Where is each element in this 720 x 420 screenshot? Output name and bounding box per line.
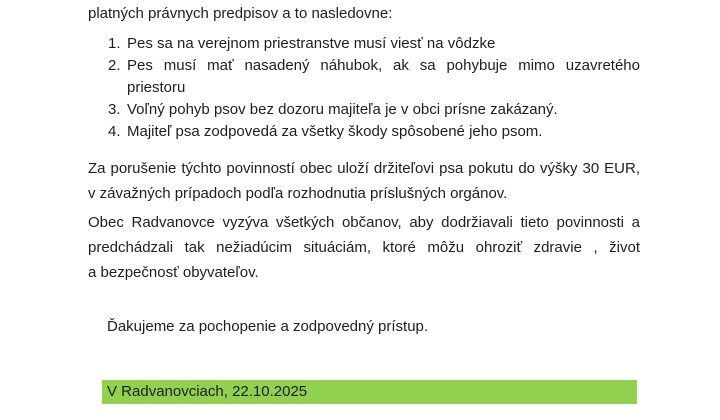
list-item-number: 2.: [108, 57, 121, 74]
paragraph-line: Za porušenie týchto povinností obec uloží držiteľovi psa pokutu do výšky 30 EUR,: [88, 160, 640, 177]
penalty-paragraph: [88, 156, 640, 206]
list-item-text: Majiteľ psa zodpovedá za všetky škody spôsobené jeho psom.: [127, 123, 543, 140]
list-item-number: 3.: [108, 101, 121, 118]
date-highlight-bar: [102, 380, 637, 404]
list-item-text: Pes musí mať nasadený náhubok, ak sa pohybuje mimo uzavretého: [127, 57, 640, 74]
appeal-paragraph: [88, 210, 640, 285]
paragraph-line: v závažných prípadoch podľa rozhodnutia príslušných orgánov.: [88, 185, 508, 202]
list-item: [88, 121, 640, 143]
paragraph-line: predchádzali tak nežiadúcim situáciám, ktoré môžu ohroziť zdravie , život: [88, 239, 640, 256]
paragraph-line: a bezpečnosť obyvateľov.: [88, 264, 259, 281]
list-item-text: priestoru: [127, 79, 186, 96]
list-item-text: Voľný pohyb psov bez dozoru majiteľa je v obci prísne zakázaný.: [127, 101, 558, 118]
list-item: [88, 99, 640, 121]
list-item-continuation: [88, 77, 640, 99]
list-item-text: Pes sa na verejnom priestranstve musí viesť na vôdzke: [127, 35, 496, 52]
intro-line: platných právnych predpisov a to nasledovne:: [88, 5, 393, 22]
list-item: [88, 55, 640, 77]
list-item-number: 1.: [108, 35, 121, 52]
date-text: V Radvanovciach, 22.10.2025: [107, 383, 308, 400]
thanks-line: Ďakujeme za pochopenie a zodpovedný prístup.: [107, 318, 429, 335]
list-item-number: 4.: [108, 123, 121, 140]
paragraph-line: Obec Radvanovce vyzýva všetkých občanov, aby dodržiavali tieto povinnosti a: [88, 214, 640, 231]
list-item: [88, 33, 640, 55]
